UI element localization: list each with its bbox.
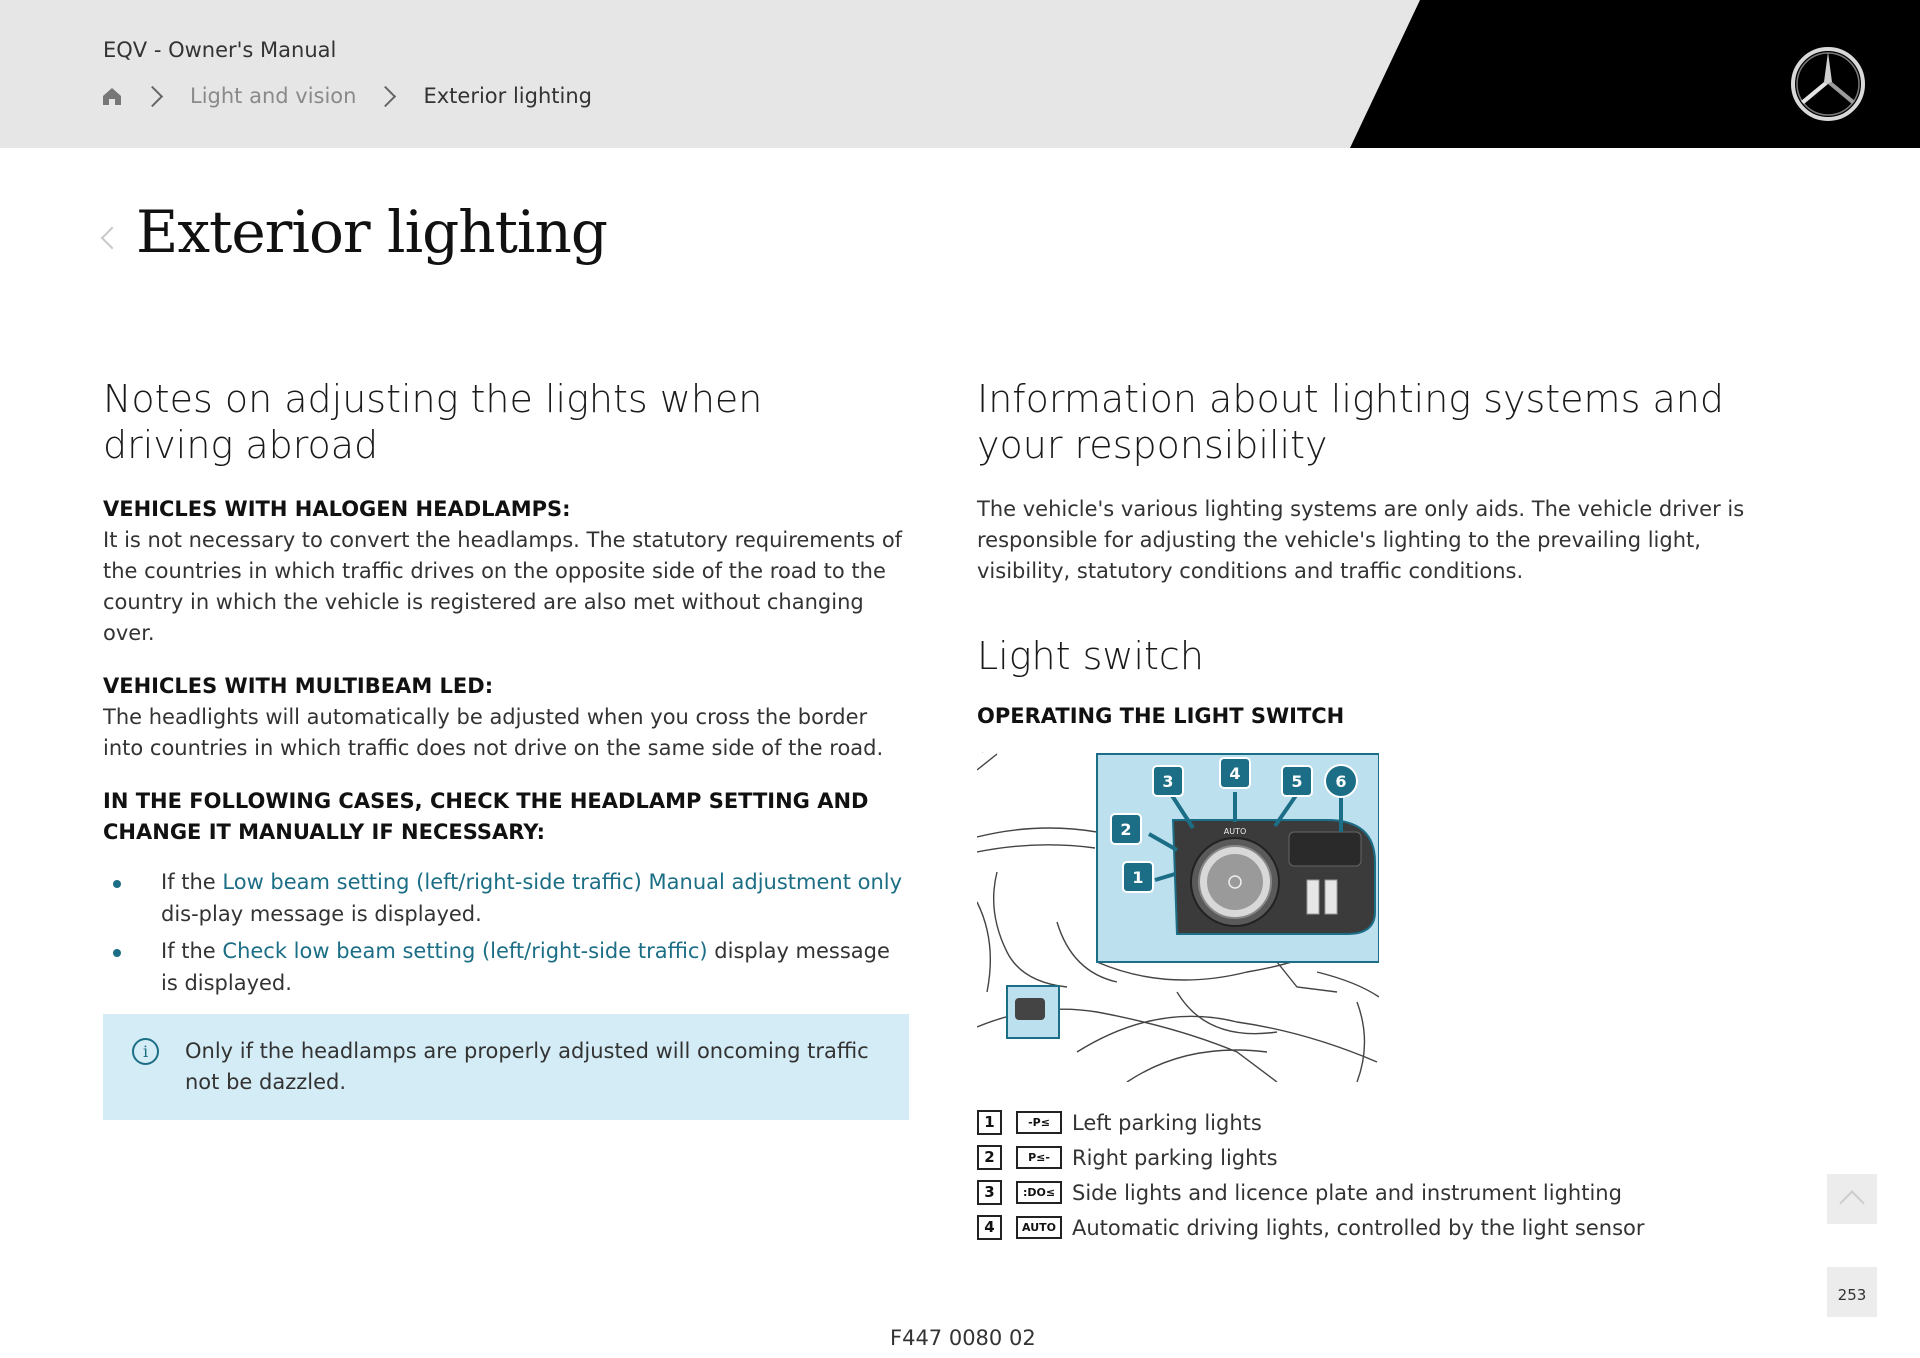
left-column	[103, 376, 903, 1004]
light-switch-legend	[977, 1105, 1797, 1245]
light-switch-illustration	[977, 752, 1379, 1082]
check-list	[103, 866, 903, 999]
light-switch-subhead: OPERATING THE LIGHT SWITCH	[977, 704, 1345, 728]
callout-6: 6	[1335, 772, 1347, 791]
halogen-block	[103, 494, 903, 649]
breadcrumb	[101, 80, 592, 112]
right-parking-light-icon: P≤-	[1016, 1146, 1062, 1169]
legend-number: 3	[977, 1180, 1002, 1205]
back-chevron-icon[interactable]	[101, 227, 124, 250]
multibeam-text: The headlights will automatically be adjusted when you cross the border into countries in which traffic does not drive on the same side of the road.	[103, 705, 884, 760]
multibeam-block	[103, 671, 903, 764]
page-title: Exterior lighting	[136, 198, 607, 266]
section-heading-light-switch: Light switch	[977, 634, 1204, 678]
info-note	[103, 1014, 909, 1120]
list-item	[103, 935, 903, 999]
check-label: IN THE FOLLOWING CASES, CHECK THE HEADLAMP SETTING AND CHANGE IT MANUALLY IF NECESSARY:	[103, 789, 869, 844]
info-note-text: Only if the headlamps are properly adjusted will oncoming traffic not be dazzled.	[185, 1039, 869, 1094]
legend-row	[977, 1140, 1797, 1175]
figure-code: F447 0080 02	[890, 1326, 1036, 1350]
callout-1: 1	[1132, 868, 1144, 887]
bullet-text: If the	[161, 939, 223, 963]
legend-number: 1	[977, 1110, 1002, 1135]
bullet-text: display message is displayed.	[161, 939, 890, 995]
auto-light-icon: AUTO	[1016, 1216, 1062, 1239]
link-check-low-beam-setting[interactable]: Check low beam setting (left/right-side traffic)	[222, 939, 708, 963]
callout-2: 2	[1120, 820, 1132, 839]
home-icon[interactable]	[101, 85, 123, 107]
legend-row	[977, 1210, 1797, 1245]
manual-title: EQV - Owner's Manual	[103, 38, 337, 62]
bullet-icon	[113, 880, 121, 888]
chevron-right-icon	[375, 85, 396, 106]
info-icon: i	[132, 1038, 159, 1065]
breadcrumb-link-light-and-vision[interactable]: Light and vision	[190, 84, 357, 108]
halogen-label: VEHICLES WITH HALOGEN HEADLAMPS:	[103, 497, 571, 521]
page-header	[0, 0, 1920, 148]
legend-number: 2	[977, 1145, 1002, 1170]
legend-text: Left parking lights	[1072, 1110, 1262, 1135]
halogen-text: It is not necessary to convert the headlamps. The statutory requirements of the countries in which traffic drives on the opposite side of the road to the country in which the vehicle is registered are also met without changing over.	[103, 528, 903, 645]
legend-text: Right parking lights	[1072, 1145, 1278, 1170]
page-number-badge[interactable]: 253	[1827, 1267, 1877, 1317]
multibeam-label: VEHICLES WITH MULTIBEAM LED:	[103, 674, 494, 698]
check-block	[103, 786, 903, 999]
legend-text: Automatic driving lights, controlled by the light sensor	[1072, 1215, 1645, 1240]
section-heading-driving-abroad: Notes on adjusting the lights when driving abroad	[103, 377, 763, 467]
legend-row	[977, 1175, 1797, 1210]
left-parking-light-icon: -P≤	[1016, 1111, 1062, 1134]
legend-number: 4	[977, 1215, 1002, 1240]
callout-3: 3	[1162, 772, 1174, 791]
legend-text: Side lights and licence plate and instrument lighting	[1072, 1180, 1622, 1205]
responsibility-text: The vehicle's various lighting systems are only aids. The vehicle driver is responsible for adjusting the vehicle's lighting to the prevailing light, visibility, statutory conditions and traffic conditions.	[977, 497, 1745, 583]
svg-text:AUTO: AUTO	[1223, 827, 1247, 836]
bullet-text: dis-play message is displayed.	[161, 902, 482, 926]
mercedes-star-logo[interactable]	[1790, 46, 1866, 122]
list-item	[103, 866, 903, 930]
bullet-icon	[113, 949, 121, 957]
callout-4: 4	[1229, 764, 1241, 783]
right-column	[977, 376, 1797, 732]
callout-5: 5	[1291, 772, 1303, 791]
legend-row	[977, 1105, 1797, 1140]
chevron-right-icon	[142, 85, 163, 106]
side-lights-icon: :DO≤	[1016, 1181, 1062, 1204]
breadcrumb-current: Exterior lighting	[423, 84, 592, 108]
link-low-beam-manual-adjustment[interactable]: Low beam setting (left/right-side traffic) Manual adjustment only	[222, 870, 903, 894]
bullet-text: If the	[161, 870, 223, 894]
section-heading-responsibility: Information about lighting systems and your responsibility	[977, 377, 1724, 467]
scroll-to-top-button[interactable]	[1827, 1174, 1877, 1224]
